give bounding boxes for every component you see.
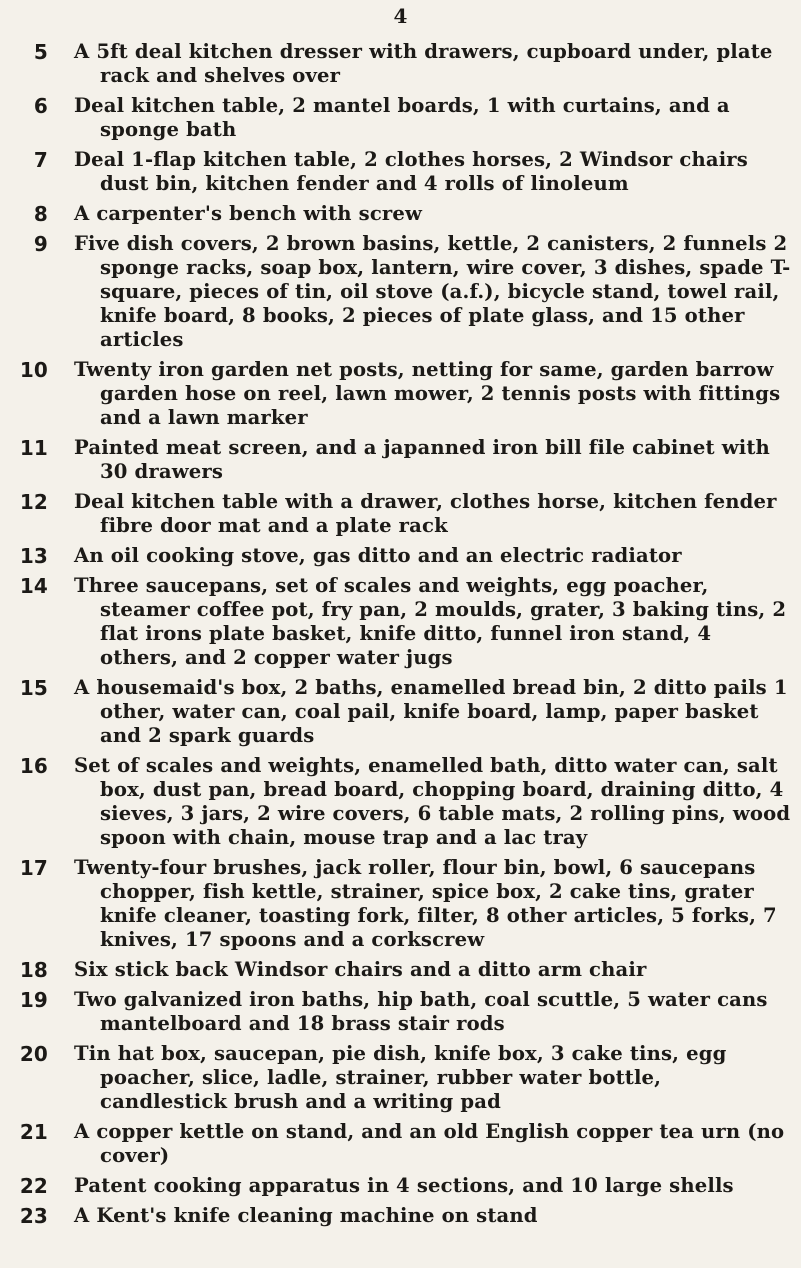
lot-number: 20 [19, 1042, 48, 1066]
lot-description: A 5ft deal kitchen dresser with drawers, cupboard under, plate rack and shelves over [74, 40, 773, 87]
lot-description: Patent cooking apparatus in 4 sections, and 10 large shells [74, 1174, 734, 1197]
lot-number: 6 [33, 94, 48, 118]
lot-description: A housemaid's box, 2 baths, enamelled bread bin, 2 ditto pails 1 other, water can, coal pail, knife board, lamp, paper basket and 2 spark guards [74, 676, 788, 747]
lot-item [0, 754, 801, 850]
lot-description: Six stick back Windsor chairs and a ditto arm chair [74, 958, 647, 981]
lot-number: 15 [19, 676, 48, 700]
lot-number: 14 [19, 574, 48, 598]
lot-description: Twenty-four brushes, jack roller, flour bin, bowl, 6 saucepans chopper, fish kettle, strainer, spice box, 2 cake tins, grater knife cleaner, toasting fork, filter, 8 other articles, 5 forks, 7 knives, 17 spoons and a corkscrew [74, 856, 777, 951]
lot-number: 8 [33, 202, 48, 226]
lot-description: A carpenter's bench with screw [74, 202, 423, 225]
lot-description: Deal 1-flap kitchen table, 2 clothes horses, 2 Windsor chairs dust bin, kitchen fender and 4 rolls of linoleum [74, 148, 748, 195]
lot-number: 21 [19, 1120, 48, 1144]
lot-number: 7 [33, 148, 48, 172]
lot-item [0, 232, 801, 352]
lot-description: Tin hat box, saucepan, pie dish, knife box, 3 cake tins, egg poacher, slice, ladle, strainer, rubber water bottle, candlestick brush and a writing pad [74, 1042, 727, 1113]
lot-description: Set of scales and weights, enamelled bath, ditto water can, salt box, dust pan, bread board, chopping board, draining ditto, 4 sieves, 3 jars, 2 wire covers, 6 table mats, 2 rolling pins, wood spoon with chain, mouse trap and a lac tray [74, 754, 791, 849]
lot-number: 19 [19, 988, 48, 1012]
lot-item [0, 574, 801, 670]
lot-description: Three saucepans, set of scales and weights, egg poacher, steamer coffee pot, fry pan, 2 moulds, grater, 3 baking tins, 2 flat irons plate basket, knife ditto, funnel iron stand, 4 others, and 2 copper water jugs [74, 574, 787, 669]
lot-number: 11 [19, 436, 48, 460]
lot-item [0, 490, 801, 538]
lot-item [0, 1042, 801, 1114]
lot-item [0, 148, 801, 196]
lot-item [0, 676, 801, 748]
lot-item [0, 1120, 801, 1168]
lot-number: 18 [19, 958, 48, 982]
lot-number: 12 [19, 490, 48, 514]
lot-number: 17 [19, 856, 48, 880]
lot-item [0, 958, 801, 982]
lot-item [0, 1174, 801, 1198]
lot-number: 22 [19, 1174, 48, 1198]
lot-number: 5 [33, 40, 48, 64]
lot-item [0, 988, 801, 1036]
lot-item [0, 40, 801, 88]
lot-number: 9 [33, 232, 48, 256]
lot-item [0, 202, 801, 226]
lot-description: Five dish covers, 2 brown basins, kettle, 2 canisters, 2 funnels 2 sponge racks, soap box, lantern, wire cover, 3 dishes, spade T-square, pieces of tin, oil stove (a.f.), bicycle stand, towel rail, knife board, 8 books, 2 pieces of plate glass, and 15 other articles [74, 232, 791, 351]
lot-number: 16 [19, 754, 48, 778]
lot-item [0, 358, 801, 430]
lot-description: Twenty iron garden net posts, netting for same, garden barrow garden hose on reel, lawn mower, 2 tennis posts with fittings and a lawn marker [74, 358, 781, 429]
lot-item [0, 856, 801, 952]
page-number: 4 [393, 4, 408, 28]
lot-number: 23 [19, 1204, 48, 1228]
lot-description: Two galvanized iron baths, hip bath, coal scuttle, 5 water cans mantelboard and 18 brass stair rods [74, 988, 768, 1035]
lot-number: 13 [19, 544, 48, 568]
lot-item [0, 94, 801, 142]
lot-description: An oil cooking stove, gas ditto and an electric radiator [74, 544, 682, 567]
lot-item [0, 544, 801, 568]
lot-item [0, 1204, 801, 1228]
lot-description: Painted meat screen, and a japanned iron bill file cabinet with 30 drawers [74, 436, 770, 483]
lot-list [0, 40, 801, 1234]
lot-description: Deal kitchen table with a drawer, clothes horse, kitchen fender fibre door mat and a plate rack [74, 490, 777, 537]
lot-number: 10 [19, 358, 48, 382]
lot-description: A copper kettle on stand, and an old English copper tea urn (no cover) [74, 1120, 785, 1167]
lot-item [0, 436, 801, 484]
lot-description: A Kent's knife cleaning machine on stand [74, 1204, 538, 1227]
lot-description: Deal kitchen table, 2 mantel boards, 1 with curtains, and a sponge bath [74, 94, 730, 141]
